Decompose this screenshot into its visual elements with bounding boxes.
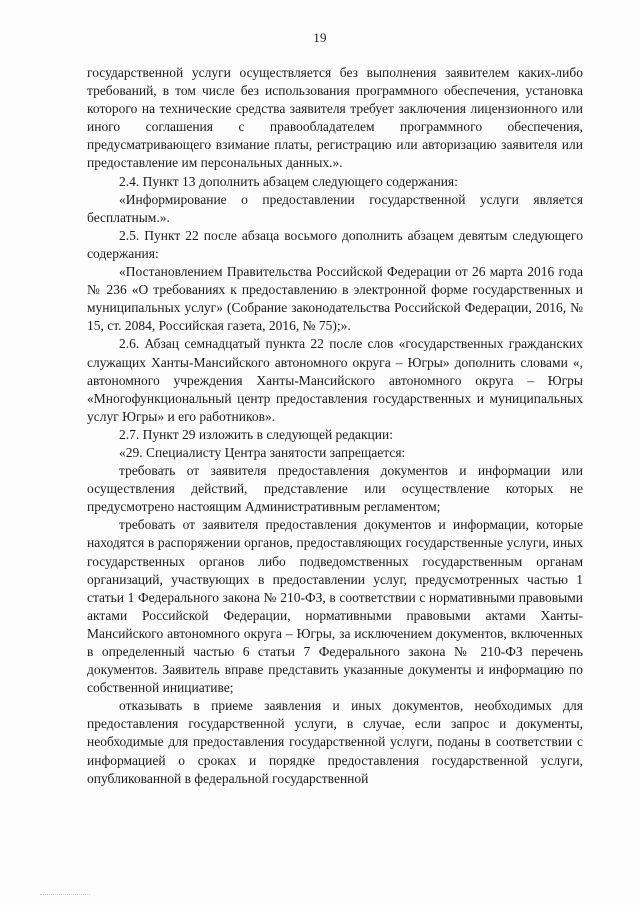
paragraph: «29. Специалисту Центра занятости запрещается: [119,444,406,460]
paragraph: 2.7. Пункт 29 изложить в следующей редакции: [119,426,393,442]
paragraph: отказывать в приеме заявления и иных документов, необходимых для предоставления государственной услуги, в случае, если запрос и документы, необходимые для предоставления государственной услуги, поданы в соответствии с информацией о сроках и порядке предоставления государственной услуги, опубликованной в федеральной государственной [87,698,583,786]
paragraph: 2.6. Абзац семнадцатый пункта 22 после слов «государственных гражданских служащих Ханты-Мансийского автономного округа – Югры» дополнить словами «, автономного учреждения Ханты-Мансийского автономного округа – Югры «Многофункциональный центр предоставления государственных и муниципальных услуг Югры» и его работников». [87,336,583,424]
scan-artifact [40,894,90,899]
paragraph: требовать от заявителя предоставления документов и информации, которые находятся в распоряжении органов, предоставляющих государственные услуги, иных государственных органов либо подведомственных государственным органам организаций, участвующих в предоставлении услуг, предусмотренных частью 1 статьи 1 Федерального закона № 210-ФЗ, в соответствии с нормативными правовыми актами Российской Федерации, нормативными правовыми актами Ханты-Мансийского автономного округа – Югры, за исключением документов, включенных в определенный частью 6 статьи 7 Федерального закона № 210-ФЗ перечень документов. Заявитель вправе представить указанные документы и информацию по собственной инициативе; [87,517,583,696]
paragraph: 2.4. Пункт 13 дополнить абзацем следующего содержания: [119,173,458,189]
paragraph: «Постановлением Правительства Российской Федерации от 26 марта 2016 года № 236 «О требованиях к предоставлению в электронной форме государственных и муниципальных услуг» (Собрание законодательства Российской Федерации, 2016, № 15, ст. 2084, Российская газета, 2016, № 75);». [87,264,583,334]
paragraph: «Информирование о предоставлении государственной услуги является бесплатным.». [87,191,583,225]
document-body [87,64,583,788]
paragraph: 2.5. Пункт 22 после абзаца восьмого дополнить абзацем девятым следующего содержания: [87,227,583,261]
page-number: 19 [313,30,327,45]
paragraph: государственной услуги осуществляется без выполнения заявителем каких-либо требований, в том числе без использования программного обеспечения, установка которого на технические средства заявителя требует заключения лицензионного или иного соглашения с правообладателем программного обеспечения, предусматривающего взимание платы, регистрацию или авторизацию заявителя или предоставление им персональных данных.». [87,65,583,171]
paragraph: требовать от заявителя предоставления документов и информации или осуществления действий, представление или осуществление которых не предусмотрено настоящим Административным регламентом; [87,463,583,515]
